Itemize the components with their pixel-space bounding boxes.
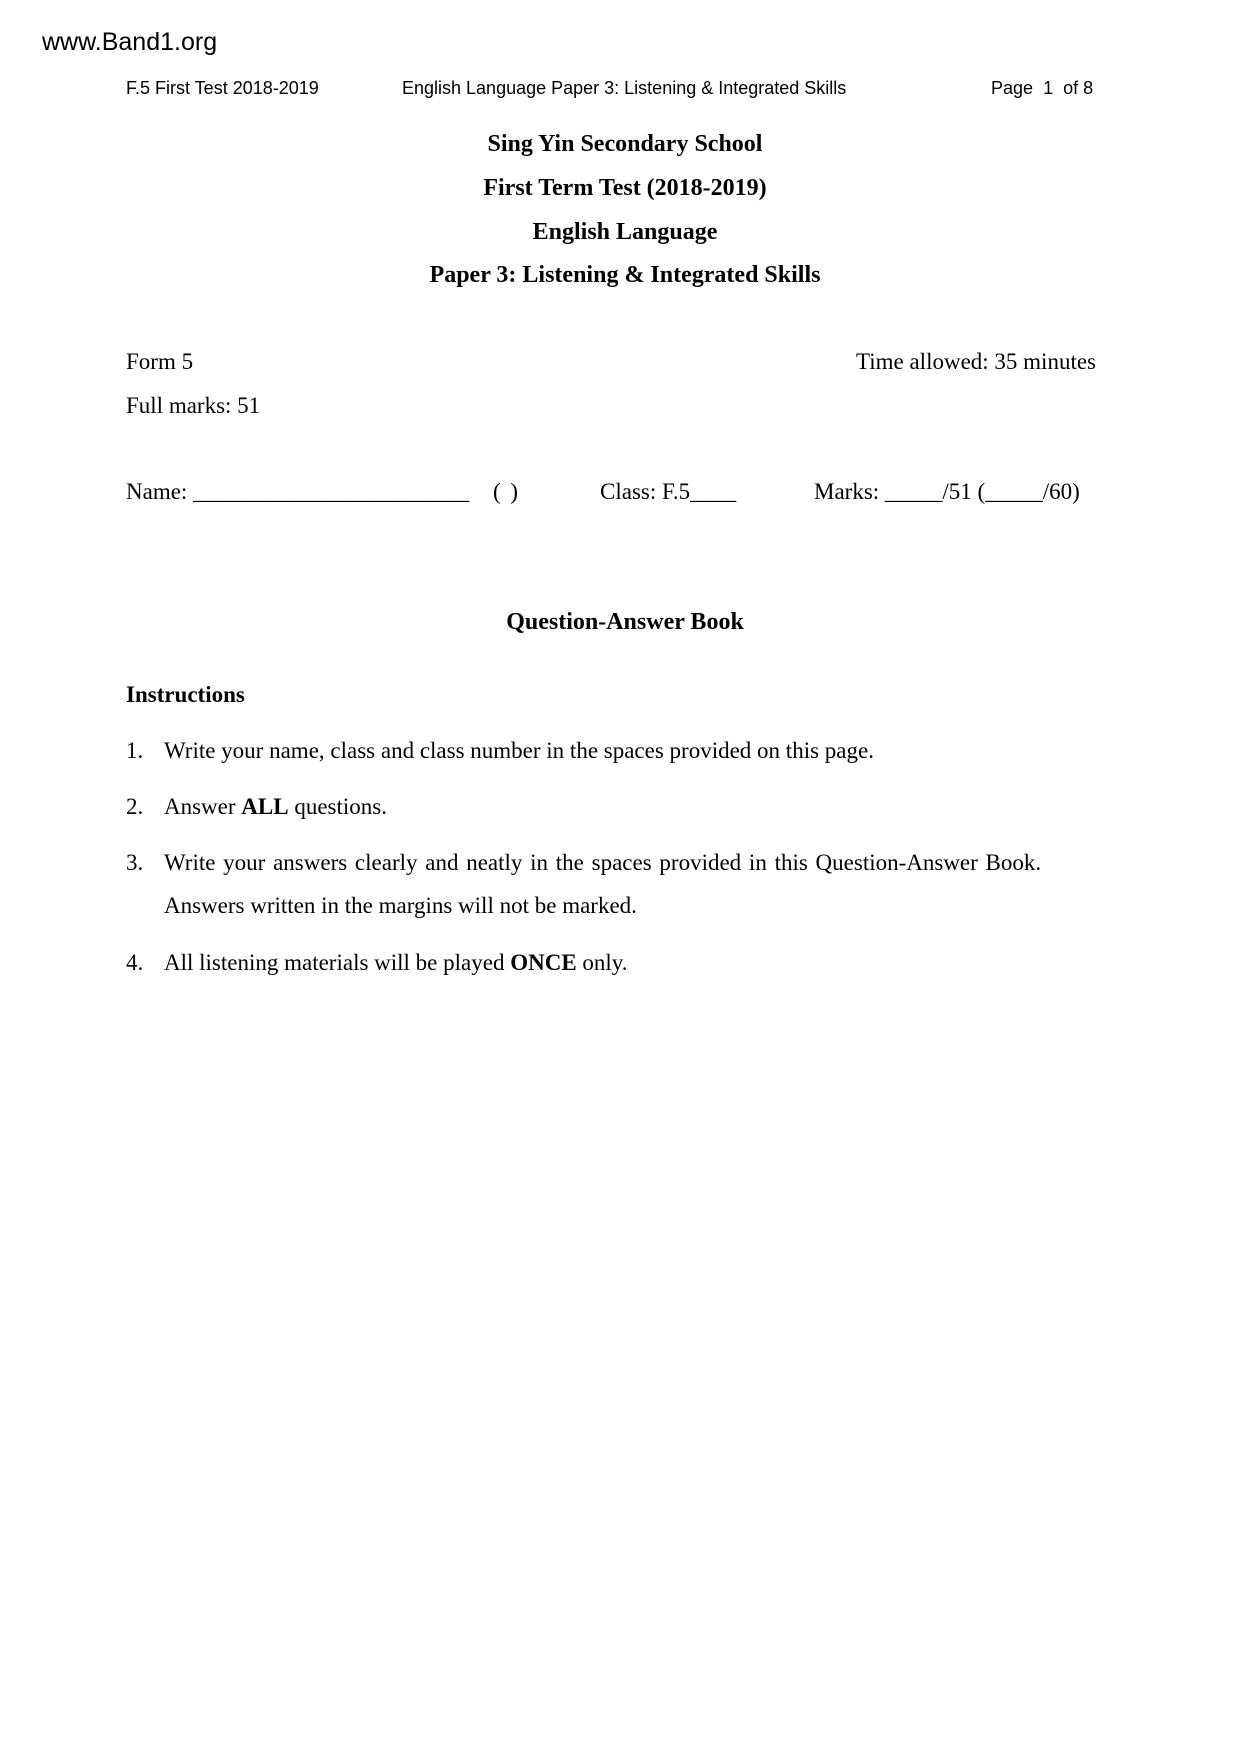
marks-field: Marks: _____/51 (_____/60) [814, 479, 1080, 504]
instruction-text: Write your name, class and class number in the spaces provided on this page. [164, 738, 874, 763]
time-allowed: Time allowed: 35 minutes [855, 349, 1096, 374]
page-of: of 8 [1063, 78, 1094, 98]
header-page [991, 78, 1093, 99]
subject: English Language [532, 219, 718, 245]
instructions-heading: Instructions [126, 682, 245, 707]
text-pre: All listening materials will be played [164, 950, 511, 975]
instruction-number: 2. [126, 794, 144, 819]
text-post: only. [576, 950, 628, 975]
page-number: 1 [1043, 78, 1054, 98]
page-label: Page [991, 78, 1034, 98]
instruction-text [164, 794, 387, 820]
instruction-text: Write your answers clearly and neatly in the spaces provided in this Question-Answer Book. [164, 850, 1042, 875]
instruction-text-continued: Answers written in the margins will not be marked. [164, 893, 637, 918]
full-marks: Full marks: 51 [126, 393, 261, 418]
watermark-site: www.Band1.org [42, 28, 218, 56]
instruction-text [164, 950, 628, 976]
text-pre: Answer [164, 794, 242, 819]
instruction-number: 4. [126, 950, 144, 975]
school-name: Sing Yin Secondary School [487, 131, 763, 157]
text-bold: ALL [241, 794, 289, 819]
instruction-number: 1. [126, 738, 144, 763]
form-label: Form 5 [126, 349, 194, 374]
book-title: Question-Answer Book [506, 609, 744, 635]
test-name: First Term Test (2018-2019) [483, 175, 767, 201]
name-blank[interactable]: ________________________ [193, 479, 470, 504]
text-bold: ONCE [510, 950, 577, 975]
class-field[interactable]: Class: F.5____ [600, 479, 737, 504]
name-label: Name: [126, 479, 194, 504]
name-field[interactable] [126, 479, 469, 505]
header-left: F.5 First Test 2018-2019 [126, 78, 319, 98]
header-center: English Language Paper 3: Listening & Integrated Skills [402, 78, 847, 98]
paper-title: Paper 3: Listening & Integrated Skills [429, 262, 821, 288]
instruction-number: 3. [126, 850, 144, 875]
text-post: questions. [288, 794, 387, 819]
class-number-field[interactable]: ( ) [493, 479, 519, 504]
